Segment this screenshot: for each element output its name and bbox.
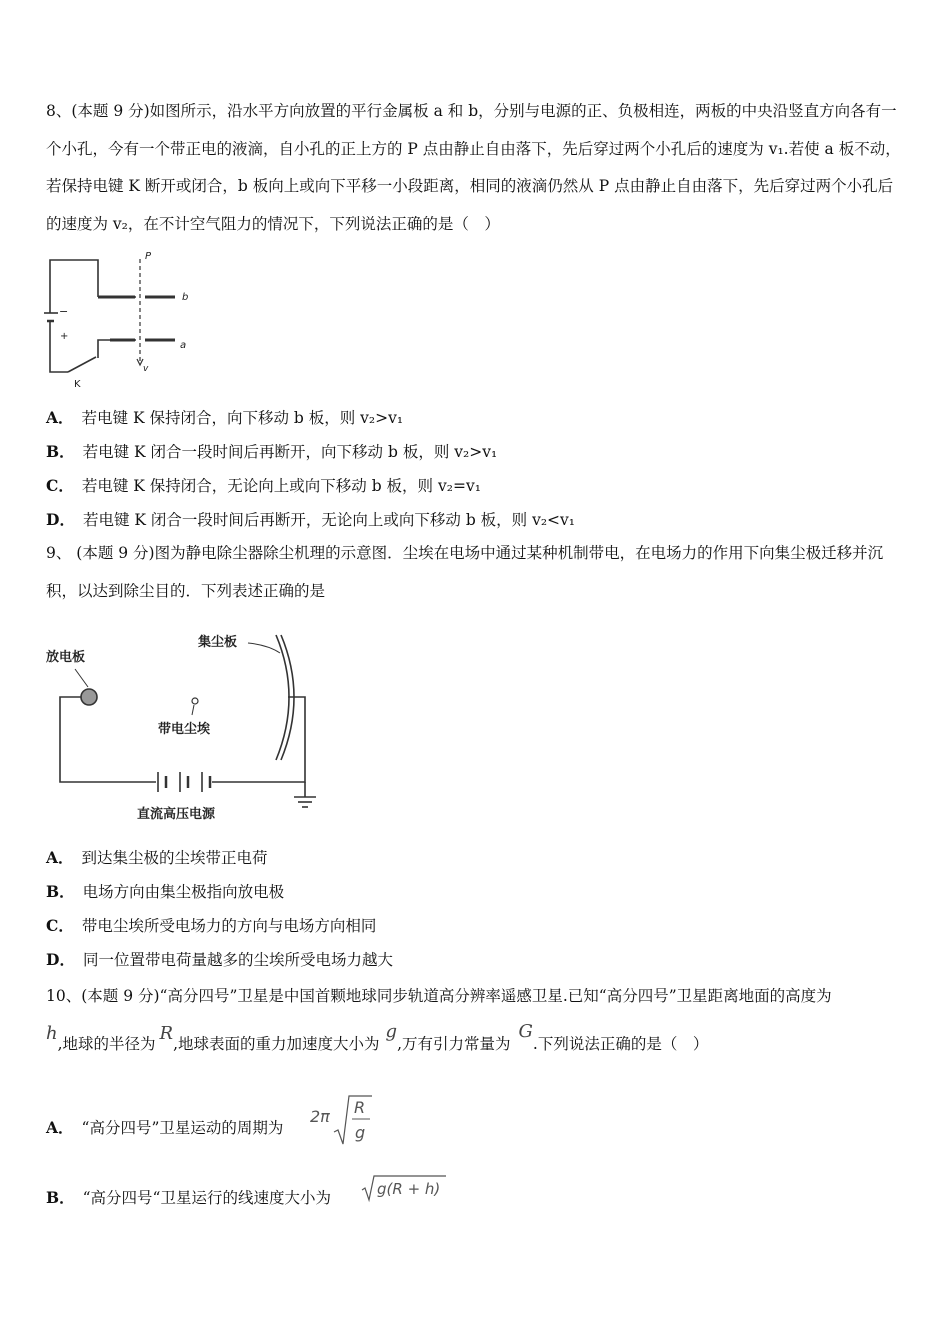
formula-denominator: g	[355, 1123, 366, 1142]
q9-option-d[interactable]	[46, 948, 393, 970]
option-text: 若电键 K 保持闭合，无论向上或向下移动 b 板，则 v₂=v₁	[81, 477, 481, 495]
q10-segment: .下列说法正确的是（ ）	[532, 1035, 709, 1053]
label-plus: +	[60, 331, 69, 342]
q8-option-d[interactable]	[46, 508, 575, 530]
q10-segment: ,万有引力常量为	[397, 1035, 511, 1053]
formula-numerator: R	[354, 1098, 366, 1117]
option-text: “高分四号“卫星运行的线速度大小为	[82, 1189, 331, 1207]
label-k: K	[74, 379, 81, 390]
option-letter: D．	[46, 950, 75, 969]
option-letter: A．	[46, 408, 74, 427]
formula-prefix: 2π	[310, 1107, 330, 1126]
label-collector-plate: 集尘板	[198, 635, 238, 650]
velocity-formula	[360, 1172, 450, 1206]
option-letter: C．	[46, 916, 74, 935]
label-p: P	[145, 251, 152, 262]
option-letter: B．	[46, 1188, 75, 1207]
label-a: a	[180, 340, 187, 351]
q10-option-b[interactable]	[46, 1186, 331, 1208]
option-text: 若电键 K 保持闭合，向下移动 b 板，则 v₂>v₁	[81, 409, 404, 427]
q10-option-a[interactable]	[46, 1116, 283, 1138]
electrostatic-precipitator-figure	[40, 625, 330, 825]
label-dc-power: 直流高压电源	[137, 807, 216, 822]
option-text: 若电键 K 闭合一段时间后再断开，无论向上或向下移动 b 板，则 v₂<v₁	[82, 511, 576, 529]
option-letter: B．	[46, 442, 75, 461]
option-text: 电场方向由集尘极指向放电极	[82, 883, 285, 901]
q8-option-a[interactable]	[46, 406, 403, 428]
option-text: 到达集尘极的尘埃带正电荷	[81, 849, 268, 867]
option-letter: A．	[46, 1118, 74, 1137]
capacitor-circuit-figure	[40, 245, 200, 390]
formula-radicand: g(R + h)	[377, 1180, 441, 1198]
label-v: v	[143, 364, 149, 374]
symbol-G: G	[518, 1021, 533, 1042]
period-formula	[308, 1092, 378, 1148]
q9-option-c[interactable]	[46, 914, 376, 936]
q8-option-b[interactable]	[46, 440, 497, 462]
q8-option-c[interactable]	[46, 474, 481, 496]
option-text: “高分四号”卫星运动的周期为	[81, 1119, 284, 1137]
option-letter: D．	[46, 510, 75, 529]
q9-option-a[interactable]	[46, 846, 268, 868]
symbol-r: R	[159, 1023, 174, 1044]
option-letter: C．	[46, 476, 74, 495]
question-10-line1: 10、(本题 9 分)“高分四号”卫星是中国首颗地球同步轨道高分辨率遥感卫星.已知“高分四号”卫星距离地面的高度为	[46, 987, 832, 1005]
label-b: b	[182, 292, 189, 303]
q10-segment: ,地球的半径为	[57, 1035, 156, 1053]
symbol-g: g	[385, 1021, 398, 1042]
q9-option-b[interactable]	[46, 880, 284, 902]
option-text: 带电尘埃所受电场力的方向与电场方向相同	[81, 917, 377, 935]
q10-segment: ,地球表面的重力加速度大小为	[173, 1035, 380, 1053]
option-text: 若电键 K 闭合一段时间后再断开，向下移动 b 板，则 v₂>v₁	[82, 443, 498, 461]
question-9-text: 9、 (本题 9 分)图为静电除尘器除尘机理的示意图．尘埃在电场中通过某种机制带电，在电场力的作用下向集尘极迁移并沉积，以达到除尘目的．下列表述正确的是	[46, 544, 884, 600]
option-text: 同一位置带电荷量越多的尘埃所受电场力越大	[82, 951, 393, 969]
question-8-text: 8、(本题 9 分)如图所示，沿水平方向放置的平行金属板 a 和 b，分别与电源的正、负极相连，两板的中央沿竖直方向各有一个小孔，今有一个带正电的液滴，自小孔的正上方的 P 点由静止自由落下，先后穿过两个小孔后的速度为 v₁.若使 a 板不动，若保持电键 K 断开或闭合，b 板向上或向下平移一小段距离，相同的液滴仍然从 P 点由静止自由落下，先后穿过两个小孔后的速度为 v₂，在不计空气阻力的情况下，下列说法正确的是（ ）	[46, 102, 901, 233]
label-discharge-plate: 放电板	[46, 650, 86, 665]
question-10-line2	[46, 1021, 709, 1072]
label-minus: −	[59, 305, 69, 318]
option-letter: A．	[46, 848, 74, 867]
label-charged-dust: 带电尘埃	[158, 722, 211, 737]
option-letter: B．	[46, 882, 75, 901]
symbol-h: h	[46, 1023, 58, 1044]
